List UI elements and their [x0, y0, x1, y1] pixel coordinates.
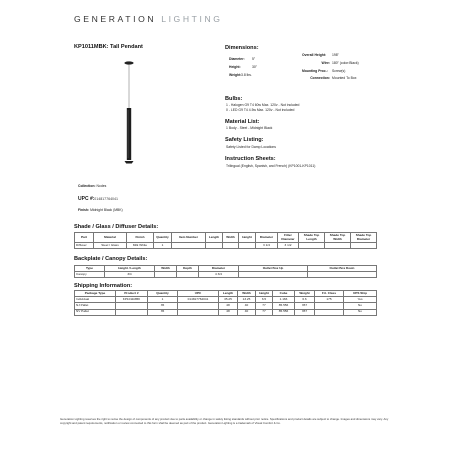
shade-header-cell: Quantity — [154, 233, 172, 243]
table-cell: 35.25 — [219, 297, 238, 303]
table-cell: NV Pallet — [75, 309, 116, 315]
table-cell: 357 — [295, 303, 315, 309]
shade-header-cell: Fitter Diameter — [278, 233, 299, 243]
table-cell — [155, 272, 177, 278]
shade-header-cell: Material — [94, 233, 127, 243]
material-list — [226, 126, 272, 131]
dim-mounting: Mounting Proc.: Screw(s) — [302, 68, 346, 73]
bulb-line: 1 - Halogen G9 T4 60w Max. 120v - Not included — [226, 103, 300, 107]
canopy-header-cell: Outlet Box Down — [308, 266, 377, 272]
shade-header-cell: Item Number — [172, 233, 206, 243]
instructions-line: Trilingual (English, Spanish, and French) (KP1001-KP1011) — [226, 164, 316, 168]
dim-wire: Wire: 180" (color:Black) — [321, 60, 359, 65]
shade-header-cell: Width — [223, 233, 239, 243]
shade-header-cell: Height — [239, 233, 256, 243]
safety-list — [226, 145, 276, 150]
instructions-heading: Instruction Sheets: — [225, 156, 276, 162]
table-cell — [239, 243, 256, 249]
dimensions-heading: Dimensions: — [225, 45, 259, 51]
collection-value: Nodes — [96, 184, 107, 188]
table-cell: 13.25 — [238, 297, 256, 303]
dim-weight: Weight:3.8 lbs. — [229, 72, 252, 77]
table-cell: 175 — [315, 297, 344, 303]
table-cell: 35 — [148, 309, 178, 315]
table-cell — [239, 272, 308, 278]
table-cell: Steel / Glass — [94, 243, 127, 249]
table-cell — [172, 243, 206, 249]
table-row — [75, 309, 377, 315]
shade-header-cell: Shade Top Diameter — [351, 233, 377, 243]
finish-value: Midnight Black (MBK) — [90, 208, 123, 212]
table-cell: KP1011MBK — [116, 297, 148, 303]
canopy-header-cell: Outlet Box Up — [239, 266, 308, 272]
table-cell — [308, 272, 377, 278]
table-cell — [351, 243, 377, 249]
table-cell: Yes — [344, 297, 377, 303]
shipping-header-cell: Weight — [295, 291, 315, 297]
table-cell: 77 — [256, 309, 273, 315]
shipping-header-cell: Width — [238, 291, 256, 297]
shipping-header-cell: Length — [219, 291, 238, 297]
shade-body — [75, 243, 377, 249]
table-cell: 3 1/4 — [256, 243, 278, 249]
canopy-header-cell: Type — [75, 266, 105, 272]
dim-overall-height: Overall Height: 198" — [302, 53, 339, 57]
table-cell — [206, 243, 223, 249]
shipping-header-cell: Package Type — [75, 291, 116, 297]
shade-header-cell: Diameter — [256, 233, 278, 243]
material-heading: Material List: — [225, 119, 260, 125]
table-cell: NJ Pallet — [75, 303, 116, 309]
table-cell — [178, 309, 219, 315]
shipping-header-cell: Quantity — [148, 291, 178, 297]
instructions-list — [226, 164, 315, 169]
table-cell: 40 — [238, 303, 256, 309]
table-cell — [299, 243, 325, 249]
shipping-header-cell: Product # — [116, 291, 148, 297]
table-cell: 40 — [238, 309, 256, 315]
canopy-table — [74, 265, 377, 278]
logo-text-dark: GENERATION — [74, 14, 157, 24]
product-title: KP1011MBK: Tall Pendant — [74, 44, 143, 50]
shipping-header-cell: UPS Ship — [344, 291, 377, 297]
upc-value: 014817764041 — [94, 197, 119, 201]
table-cell: 6.5 — [256, 297, 273, 303]
shipping-table — [74, 290, 377, 316]
table-cell: Canopy — [75, 272, 105, 278]
table-row — [75, 272, 377, 278]
bulb-line: 0 - LED G9 T4 4.5w Max. 120v - Not included — [226, 108, 295, 113]
table-cell: Individual — [75, 297, 116, 303]
table-cell: No — [344, 309, 377, 315]
bulbs-list — [226, 103, 299, 114]
canopy-header-cell: Width — [155, 266, 177, 272]
dim-connection: Connection: Mounted To Box — [310, 76, 357, 81]
upc-row: UPC #:014817764041 — [78, 196, 119, 202]
pendant-product-image — [90, 52, 170, 177]
table-cell — [116, 309, 148, 315]
table-cell: Milk White — [127, 243, 154, 249]
shade-header-row — [75, 233, 377, 243]
logo-text-light: LIGHTING — [161, 14, 223, 24]
table-cell: Diffuser — [75, 243, 94, 249]
table-cell: 1.166 — [273, 297, 295, 303]
table-cell — [325, 243, 351, 249]
canopy-header-cell: Depth — [177, 266, 199, 272]
shade-header-cell: Finish — [127, 233, 154, 243]
canopy-body — [75, 272, 377, 278]
finish-row: Finish: Midnight Black (MBK) — [78, 208, 123, 212]
table-row — [75, 243, 377, 249]
table-cell: 3/4 — [105, 272, 155, 278]
table-cell — [177, 272, 199, 278]
table-cell: 77 — [256, 303, 273, 309]
shipping-header-cell: Height — [256, 291, 273, 297]
canopy-header-cell: Height / Length — [105, 266, 155, 272]
shipping-header-cell: Frt. Class — [315, 291, 344, 297]
table-cell: 3 1/2 — [278, 243, 299, 249]
table-cell: 48 — [219, 303, 238, 309]
shipping-heading: Shipping Information: — [74, 283, 133, 289]
brand-logo — [74, 14, 223, 24]
dimensions-left-list — [229, 56, 257, 79]
table-cell: No — [344, 303, 377, 309]
shade-header-cell: Shade Top Length — [299, 233, 325, 243]
material-line: 1 Body - Steel - Midnight Black — [226, 126, 273, 130]
disclaimer-footer: Generation Lighting reserves the right to revise the design of components of any product due to parts availability or change in safety listing standards without prior notice. Specifications and product details are subject to change. Images and dimensions may vary. Any copyright and patent requirements, notification or review connected to this form shall be deemed as part of the product. Generation Lighting is a trademark of Visual Comfort & Co. — [60, 417, 389, 425]
table-cell: 1 — [154, 243, 172, 249]
shade-header-cell: Length — [206, 233, 223, 243]
shade-table — [74, 232, 377, 249]
shade-header-cell: Part — [75, 233, 94, 243]
safety-line: Safety Listed for Damp Locations — [226, 145, 276, 149]
dimensions-right-list — [302, 52, 359, 83]
shipping-header-cell: Cube — [273, 291, 295, 297]
table-cell: 48 — [219, 309, 238, 315]
canopy-header-cell: Diameter — [199, 266, 239, 272]
table-cell: 85.556 — [273, 303, 295, 309]
table-cell: 85.556 — [273, 309, 295, 315]
table-cell: 6.6 — [295, 297, 315, 303]
shipping-header-cell: UPC — [178, 291, 219, 297]
dim-height: Height: 30" — [229, 64, 257, 69]
shade-header-cell: Shade Top Width — [325, 233, 351, 243]
table-cell — [315, 309, 344, 315]
table-cell: 35 — [148, 303, 178, 309]
table-cell: 357 — [295, 309, 315, 315]
bulbs-heading: Bulbs: — [225, 96, 243, 102]
safety-heading: Safety Listing: — [225, 137, 264, 143]
shade-heading: Shade / Glass / Diffuser Details: — [74, 224, 159, 230]
table-cell: 4 3/4 — [199, 272, 239, 278]
table-cell: 014817764041 — [178, 297, 219, 303]
table-cell — [223, 243, 239, 249]
canopy-heading: Backplate / Canopy Details: — [74, 256, 148, 262]
collection-row: Collection: Nodes — [78, 184, 107, 188]
shipping-body — [75, 297, 377, 316]
table-cell: 1 — [148, 297, 178, 303]
dim-diameter: Diameter: 5" — [229, 57, 256, 61]
